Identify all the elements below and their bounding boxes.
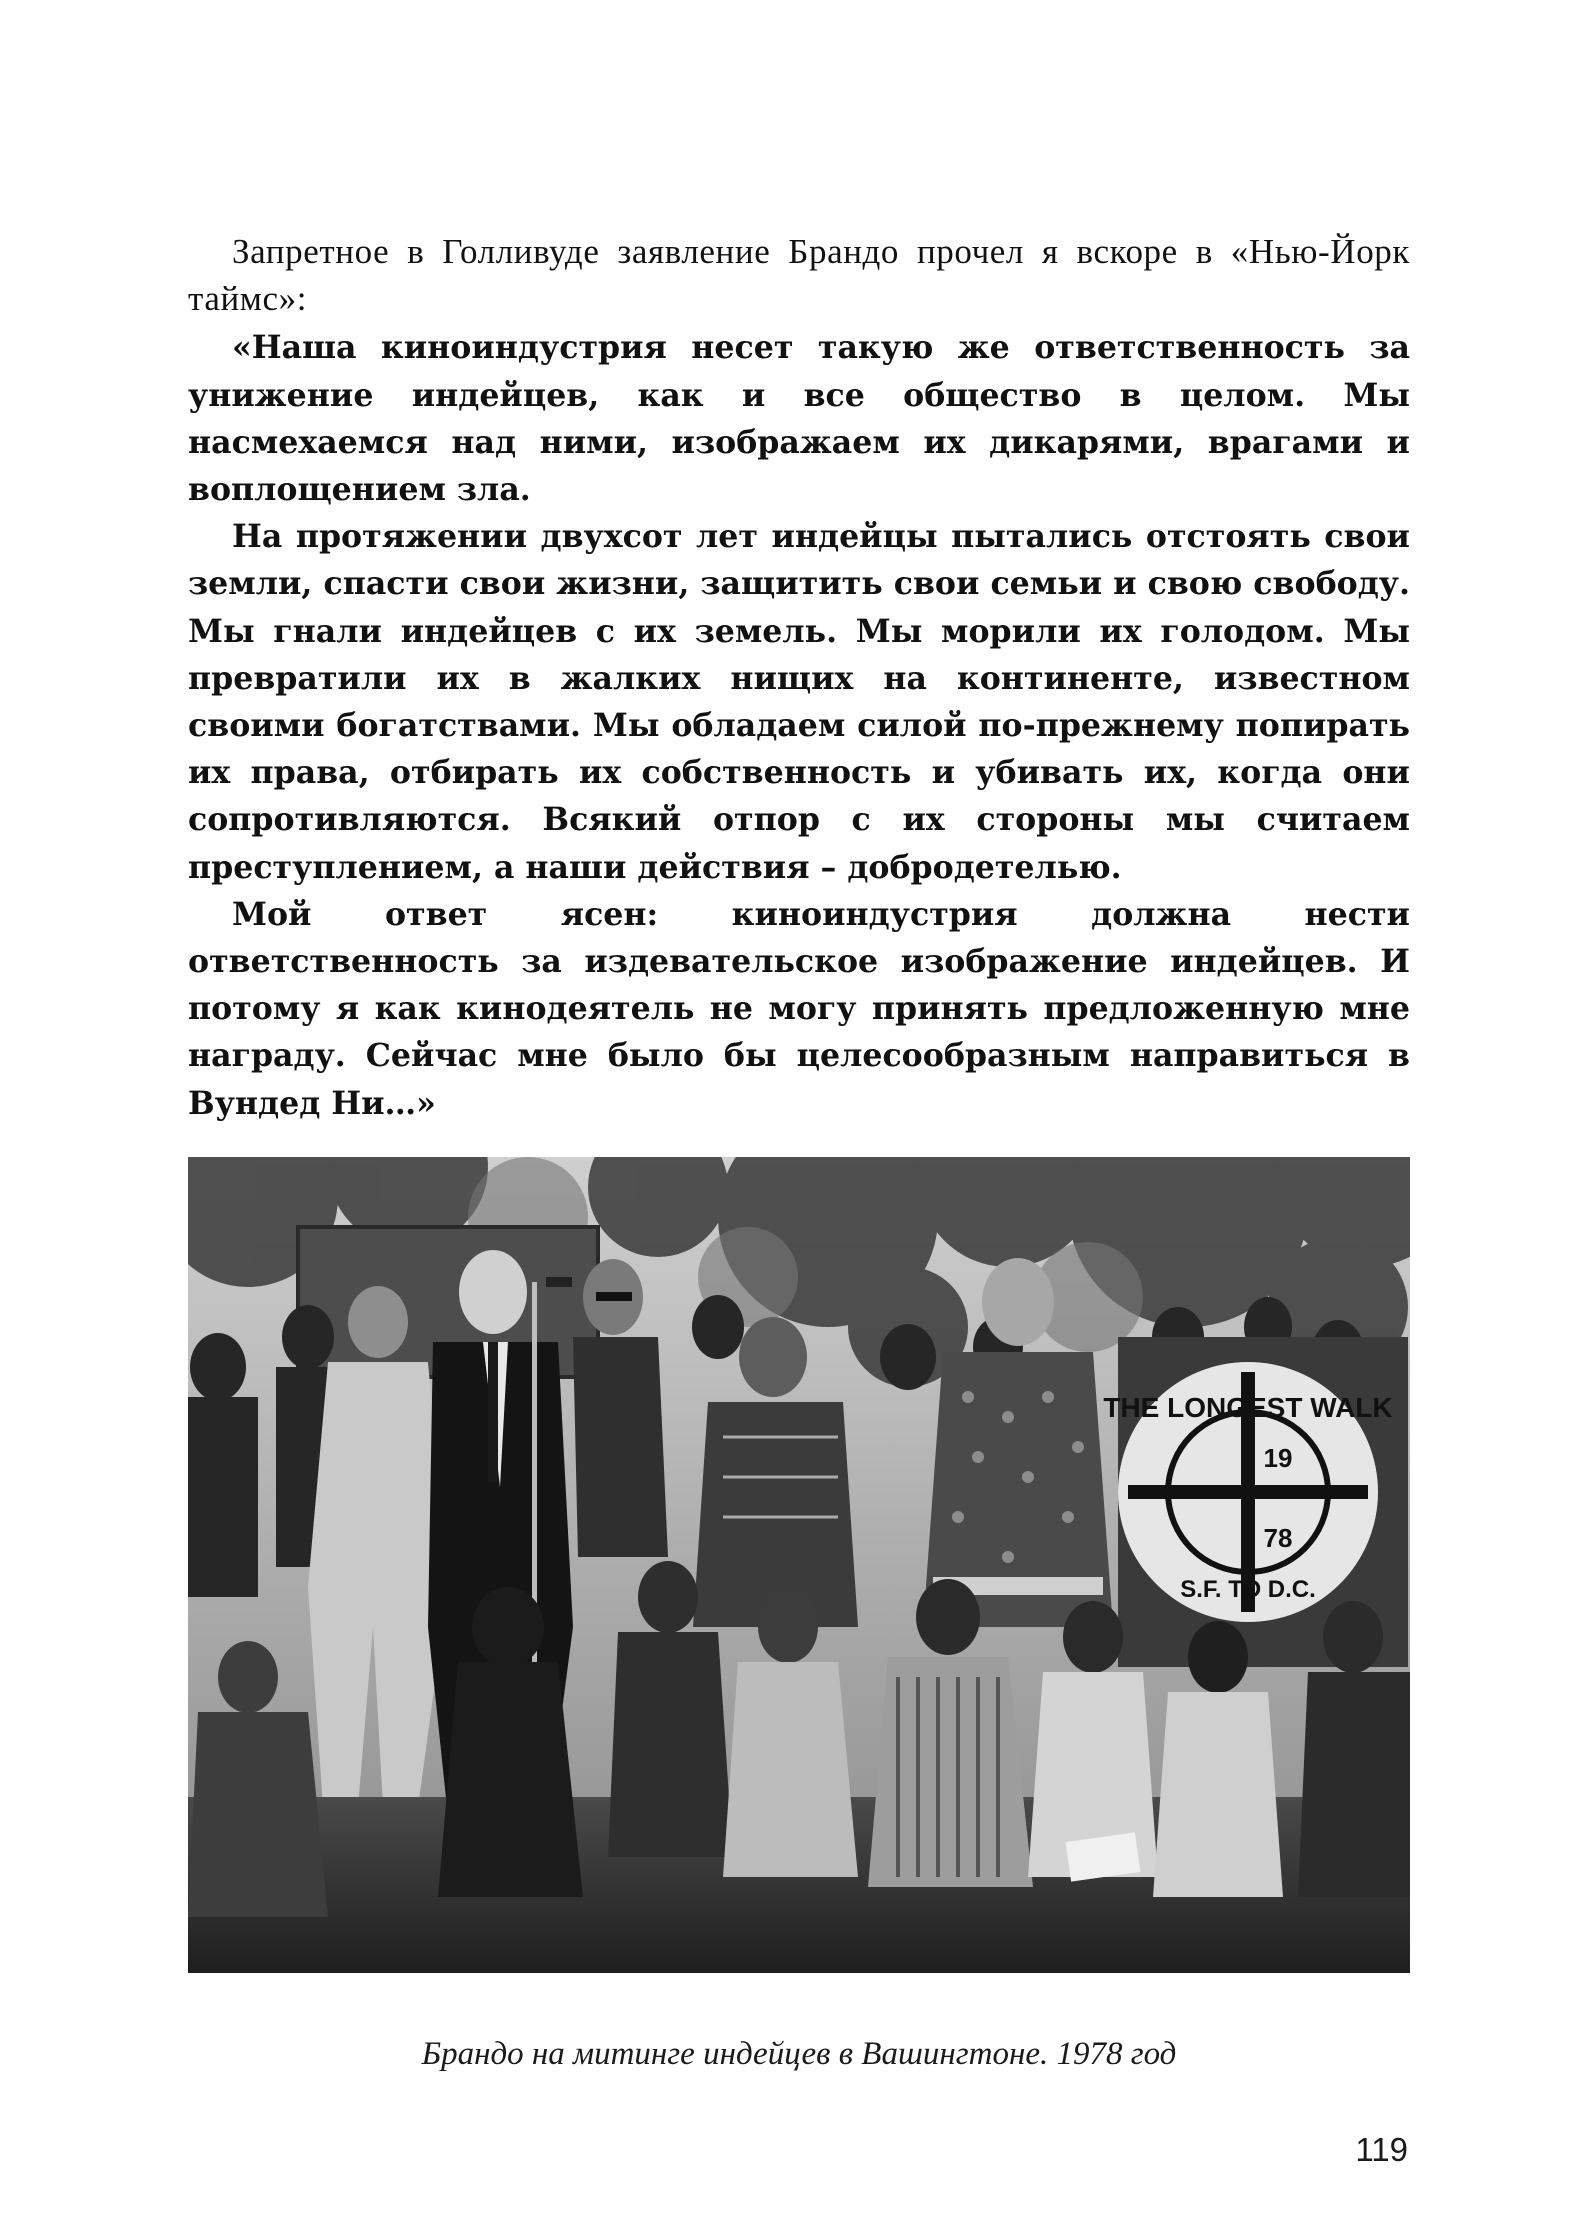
paragraph-quote-1: «Наша киноиндустрия несет такую же ответственность за унижение индейцев, как и все общество в целом. Мы насмехаемся над ними, изображаем их дикарями, врагами и воплощением зла.	[188, 329, 1410, 509]
photo-caption: Брандо на митинге индейцев в Вашингтоне. 1978 год	[421, 2036, 1177, 2072]
banner-digits-top: 19	[1263, 1443, 1293, 1473]
body-text	[188, 228, 1410, 1127]
rally-photo	[188, 1157, 1410, 1973]
banner-text-top: THE LONGEST WALK	[1103, 1392, 1393, 1423]
banner-text-bottom: S.F. TO D.C.	[1180, 1576, 1316, 1603]
banner-digits-bottom: 78	[1263, 1523, 1293, 1553]
paragraph-quote-3: Мой ответ ясен: киноиндустрия должна нести ответственность за издевательское изображение индейцев. И потому я как кинодеятель не могу принять предложенную мне награду. Сейчас мне было бы целесообразным направиться в Вундед Ни…»	[188, 895, 1410, 1122]
paragraph-quote-2: На протяжении двухсот лет индейцы пытались отстоять свои земли, спасти свои жизни, защитить свои семьи и свою свободу. Мы гнали индейцев с их земель. Мы морили их голодом. Мы превратили их в жалких нищих на континенте, известном своими богатствами. Мы обладаем силой по-прежнему попирать их права, отбирать их собственность и убивать их, когда они сопротивляются. Всякий отпор с их стороны мы считаем преступлением, а наши действия – добродетелью.	[188, 518, 1410, 886]
page-number: 119	[1355, 2131, 1408, 2168]
paragraph-intro: Запретное в Голливуде заявление Брандо прочел я вскоре в «Нью-Йорк таймс»:	[188, 232, 1410, 319]
